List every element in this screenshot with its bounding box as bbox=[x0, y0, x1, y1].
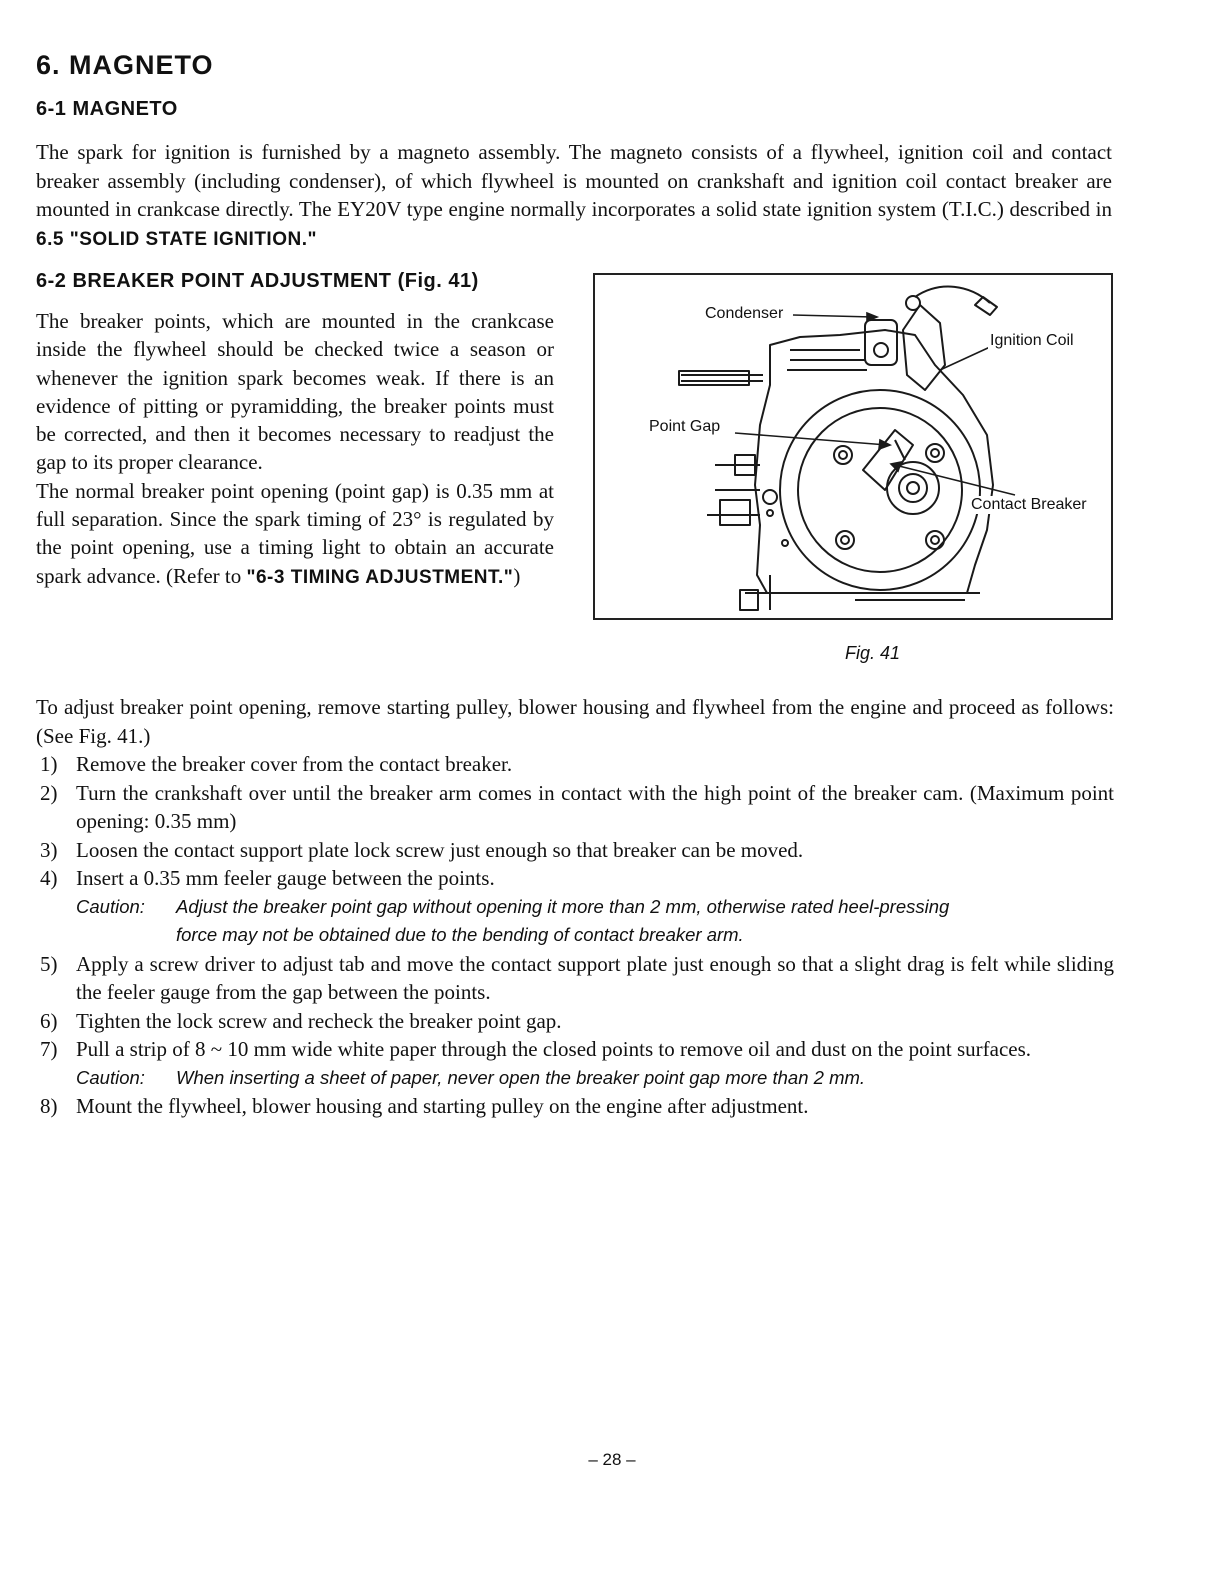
caution-1-line-1: Adjust the breaker point gap without opening it more than 2 mm, otherwise rated heel-pressing bbox=[176, 895, 950, 917]
flywheel-housing bbox=[780, 390, 980, 590]
list-item: 7) Pull a strip of 8 ~ 10 mm wide white paper through the closed points to remove oil and dust on the point surfaces. bbox=[40, 1037, 1032, 1061]
breaker-para-2-end: ) bbox=[513, 563, 521, 588]
magneto-illustration bbox=[595, 275, 1111, 618]
left-shaft bbox=[679, 371, 749, 385]
ignition-coil-label: Ignition Coil bbox=[990, 332, 1074, 349]
contact-breaker-leader bbox=[895, 465, 1015, 495]
ignition-coil-leader bbox=[940, 347, 990, 370]
condenser-label: Condenser bbox=[705, 305, 784, 322]
section-title: 6. MAGNETO bbox=[36, 50, 214, 80]
solid-state-ignition-ref: 6.5 "SOLID STATE IGNITION." bbox=[36, 228, 318, 250]
list-item: 1) Remove the breaker cover from the contact breaker. bbox=[40, 752, 513, 776]
breaker-para-2-text: The normal breaker point opening (point gap) is 0.35 mm at full separation. Since the spark timing of 23° is regulated by the point opening, use a timing light to obtain an accurate spark advance. (Refer to bbox=[36, 478, 554, 588]
caution-tag: Caution: bbox=[76, 1066, 145, 1088]
caution-tag: Caution: bbox=[76, 895, 145, 917]
list-item: 5) Apply a screw driver to adjust tab and move the contact support plate just enough so that a slight drag is felt while sliding the feeler gauge from the gap between the points. bbox=[40, 951, 1114, 1004]
breaker-para-2 bbox=[36, 477, 554, 592]
list-item: 4) Insert a 0.35 mm feeler gauge between the points. bbox=[40, 866, 495, 890]
breaker-point-text bbox=[36, 307, 554, 592]
caution-2-text: When inserting a sheet of paper, never open the breaker point gap more than 2 mm. bbox=[176, 1066, 866, 1088]
adjustment-procedure bbox=[36, 693, 1114, 1121]
page-number: – 28 – bbox=[588, 1450, 636, 1469]
point-gap-label: Point Gap bbox=[649, 418, 721, 435]
list-item: 2) Turn the crankshaft over until the breaker arm comes in contact with the high point of the breaker cam. (Maximum point opening: 0.35 mm) bbox=[40, 780, 1114, 833]
caution-note-1 bbox=[36, 893, 1114, 950]
contact-breaker-label: Contact Breaker bbox=[971, 496, 1087, 513]
caution-note-2 bbox=[36, 1064, 1114, 1093]
magneto-intro-text: The spark for ignition is furnished by a magneto assembly. The magneto consists of a flywheel, ignition coil and contact breaker assembly (including condenser), of which flywheel is mounted on crankshaft and ignition coil contact breaker are mounted in crankcase directly. The EY20V type engine normally incorporates a solid state ignition system (T.I.C.) described in bbox=[36, 140, 1112, 221]
subsection-title-magneto: 6-1 MAGNETO bbox=[36, 98, 178, 120]
adjust-intro: To adjust breaker point opening, remove starting pulley, blower housing and flywheel from the engine and proceed as follows: (See Fig. 41.) bbox=[36, 695, 1114, 748]
figure-caption: Fig. 41 bbox=[845, 643, 901, 663]
list-item: 3) Loosen the contact support plate lock screw just enough so that breaker can be moved. bbox=[40, 837, 804, 862]
breaker-para-1: The breaker points, which are mounted in the crankcase inside the flywheel should be checked twice a season or whenever the ignition spark becomes weak. If there is an evidence of pitting or pyramidding, the breaker points must be corrected, and then it becomes necessary to readjust the gap to its proper clearance. bbox=[36, 309, 554, 475]
caution-1-line-2: force may not be obtained due to the bending of contact breaker arm. bbox=[176, 924, 744, 945]
list-item: 6) Tighten the lock screw and recheck the breaker point gap. bbox=[40, 1008, 562, 1033]
subsection-title-breaker: 6-2 BREAKER POINT ADJUSTMENT (Fig. 41) bbox=[36, 270, 479, 292]
timing-adjustment-ref: "6-3 TIMING ADJUSTMENT." bbox=[246, 566, 514, 588]
condenser-leader bbox=[793, 315, 873, 317]
figure-41 bbox=[593, 273, 1113, 620]
magneto-intro-paragraph bbox=[36, 138, 1112, 254]
list-item: 8) Mount the flywheel, blower housing and starting pulley on the engine after adjustment. bbox=[40, 1094, 809, 1118]
